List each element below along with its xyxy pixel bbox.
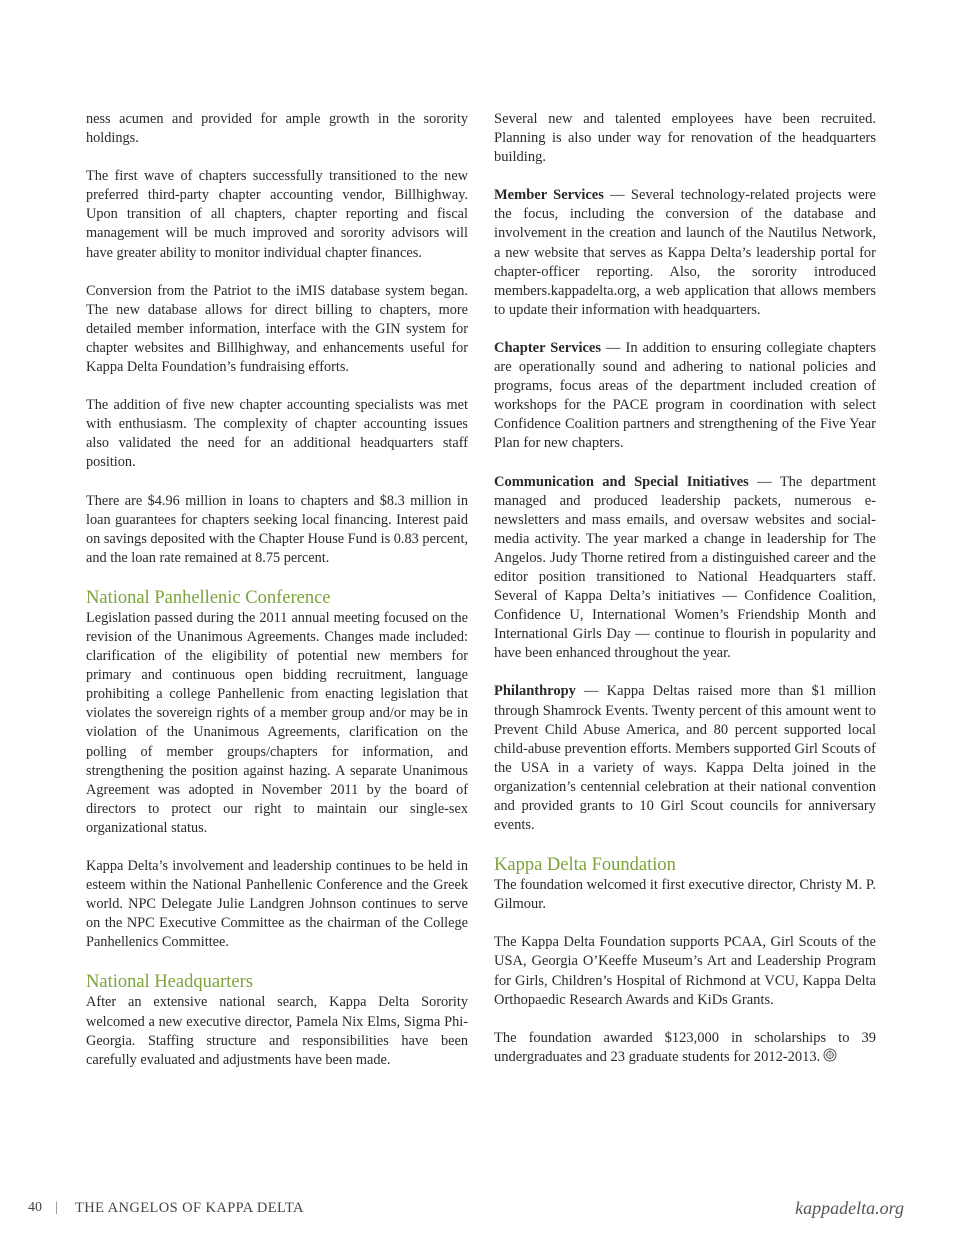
member-services-lead: Member Services bbox=[494, 187, 604, 204]
publication-name: THE ANGELOS OF KAPPA DELTA bbox=[75, 1200, 304, 1216]
paragraph: Conversion from the Patriot to the iMIS database system began. The new database allows for direct billing to chapters, more detailed member information, interface with the GIN system for chapter websites and Billhighway, and enhancements useful for Kappa Delta Foundation’s fundraising efforts. bbox=[86, 282, 468, 376]
philanthropy-paragraph bbox=[494, 682, 876, 835]
hq-heading: National Headquarters bbox=[86, 972, 253, 993]
paragraph: The first wave of chapters successfully transitioned to the new preferred third-party chapter accounting vendor, Billhighway. Upon transition of all chapters, chapter reporting and fiscal management will be much improved and sorority advisors will have greater ability to monitor individual chapter finances. bbox=[86, 168, 468, 261]
paragraph: ness acumen and provided for ample growth in the sorority holdings. bbox=[86, 111, 468, 147]
seal-icon bbox=[823, 1048, 837, 1062]
communication-text: — The department managed and produced leadership packets, numerous e-newsletters and mass emails, and oversaw websites and social-media activity. The year marked a change in leadership for The Angelos. Judy Thorne retired from a distinguished career and the editor position transitioned to National Headquarters staff. Several of Kappa Delta’s initiatives — Confidence Coalition, Confidence U, International Women’s Friendship Month and International Girls Day — continue to flourish in popularity and have been enhanced throughout the year. bbox=[494, 473, 876, 662]
paragraph: There are $4.96 million in loans to chapters and $8.3 million in loan guarantees for chapters seeking local financing. Interest paid on savings deposited with the Chapter House Fund is 0.83 percent, and the loan rate remained at 8.75 percent. bbox=[86, 492, 468, 566]
page-number: 40 bbox=[28, 1200, 42, 1215]
left-column bbox=[86, 110, 468, 1089]
member-services-text: — Several technology-related projects were the focus, including the conversion of the database and involvement in the creation and launch of the Nautilus Network, a new website that serves as Kappa Delta’s leadership portal for chapter-officer reporting. Also, the sorority introduced members.kappadelta.org, a web application that allows members to update their information with headquarters. bbox=[494, 187, 876, 318]
paragraph: Kappa Delta’s involvement and leadership continues to be held in esteem within the National Panhellenic Conference and the Greek world. NPC Delegate Julie Landgren Johnson continues to serve on the NPC Executive Committee as the chairman of the College Panhellenics Committee. bbox=[86, 858, 468, 951]
footer-separator: | bbox=[55, 1200, 58, 1215]
philanthropy-text: — Kappa Deltas raised more than $1 million through Shamrock Events. Twenty percent of this amount went to Prevent Child Abuse America, and 80 percent supported local child-abuse prevention efforts. Members supported Girl Scouts of the USA in a variety of ways. Kappa Delta joined in the organization’s centennial celebration at their national convention and provided grants to 10 Girl Scout councils for anniversary events. bbox=[494, 683, 876, 834]
chapter-services-text: — In addition to ensuring collegiate chapters are operationally sound and adhering to national policies and programs, focus areas of the department included creation of workshops for the PACE program in coordination with select Confidence Coalition partners and strengthening of the Five Year Plan for new chapters. bbox=[494, 339, 876, 452]
paragraph: Legislation passed during the 2011 annual meeting focused on the revision of the Unanimous Agreements. Changes made included: clarification of the eligibility of potential new members for primary and continuous open bidding recruitment, language prohibiting a college Panhellenic from enacting legislation that violates the sovereign rights of a member group and/or may be in violation of the Unanimous Agreements, clarification on the polling of member groups/chapters for information, and strengthening the position against hazing. A separate Unanimous Agreement was adopted in November 2011 by the board of directors to protect our right to maintain our single-sex organizational status. bbox=[86, 609, 468, 836]
page-footer bbox=[0, 1198, 960, 1222]
philanthropy-lead: Philanthropy bbox=[494, 683, 576, 700]
paragraph: The Kappa Delta Foundation supports PCAA, Girl Scouts of the USA, Georgia O’Keeffe Museum’s Art and Leadership Program for Girls, Children’s Hospital of Richmond at VCU, Kappa Delta Orthopaedic Research Awards and KiDs Grants. bbox=[494, 934, 876, 1008]
chapter-services-lead: Chapter Services bbox=[494, 339, 602, 356]
npc-heading: National Panhellenic Conference bbox=[86, 587, 331, 608]
right-column bbox=[494, 110, 876, 1086]
communication-paragraph bbox=[494, 473, 876, 664]
chapter-services-paragraph bbox=[494, 339, 876, 454]
member-services-paragraph bbox=[494, 186, 876, 320]
closing-text: The foundation awarded $123,000 in scholarships to 39 undergraduates and 23 graduate students for 2012-2013. bbox=[494, 1029, 876, 1065]
paragraph: The addition of five new chapter accounting specialists was met with enthusiasm. The complexity of chapter accounting issues also validated the need for an additional headquarters staff position. bbox=[86, 397, 468, 471]
paragraph: The foundation welcomed it first executive director, Christy M. P. Gilmour. bbox=[494, 877, 876, 913]
closing-paragraph bbox=[494, 1029, 876, 1067]
communication-lead: Communication and Special Initiatives bbox=[494, 473, 749, 490]
paragraph: Several new and talented employees have been recruited. Planning is also under way for renovation of the headquarters building. bbox=[494, 111, 876, 166]
website-link[interactable]: kappadelta.org bbox=[795, 1198, 904, 1218]
paragraph: After an extensive national search, Kappa Delta Sorority welcomed a new executive director, Pamela Nix Elms, Sigma Phi-Georgia. Staffing structure and responsibilities have been carefully evaluated and adjustments have been made. bbox=[86, 994, 468, 1068]
foundation-heading: Kappa Delta Foundation bbox=[494, 855, 676, 876]
